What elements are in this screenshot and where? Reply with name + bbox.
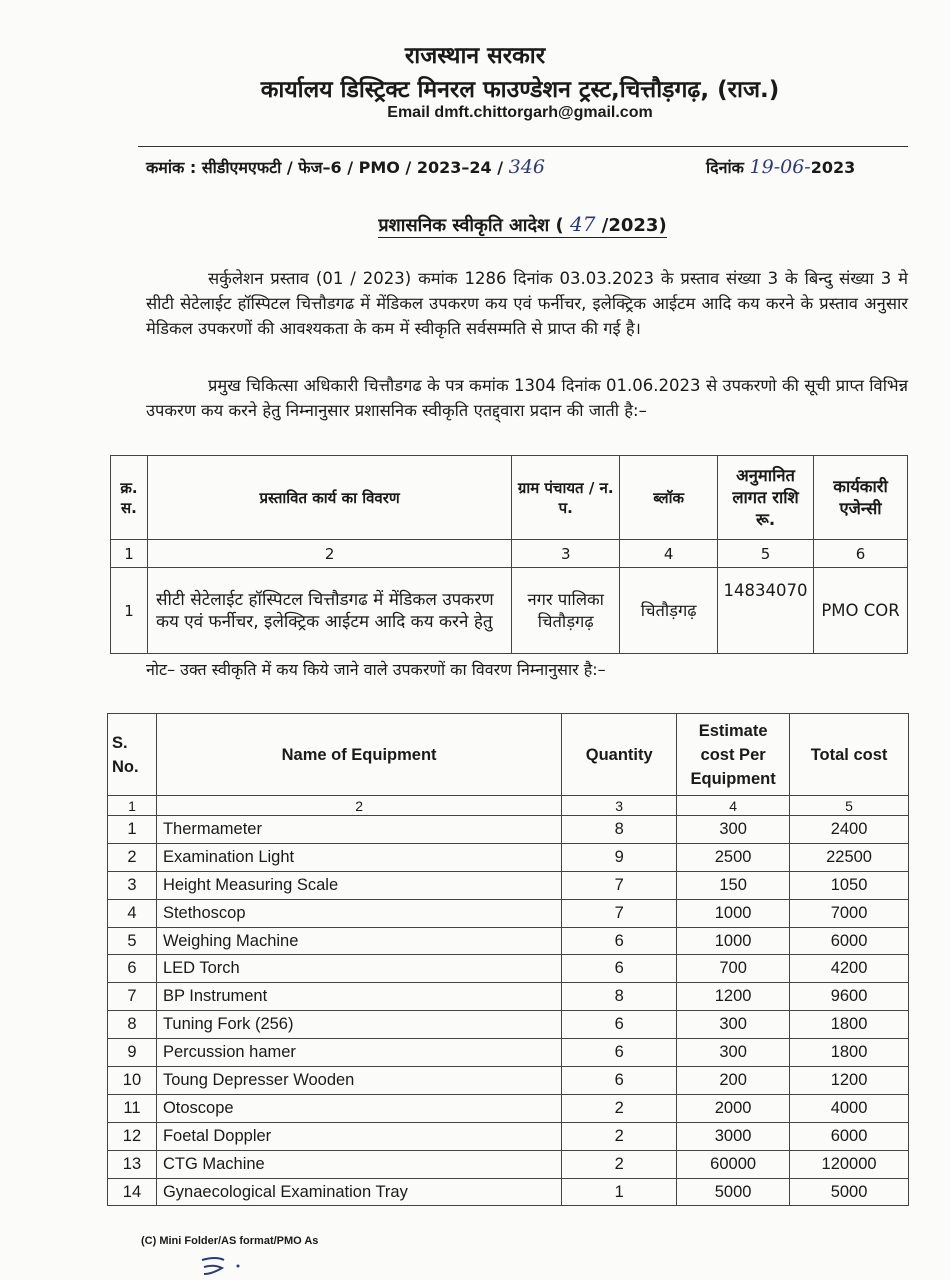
paragraph-circulation [146,266,908,341]
equipment-name: Toung Depresser Wooden [156,1067,561,1095]
work-cost: 14834070 [718,568,814,654]
equipment-sn: 7 [108,983,157,1011]
work-index-cell: 2 [147,540,511,568]
equipment-name: Weighing Machine [156,927,561,955]
equipment-name: Tuning Fork (256) [156,1011,561,1039]
equipment-unit-cost: 300 [677,816,790,844]
equipment-sn: 3 [108,871,157,899]
reference-date [706,156,855,178]
equipment-unit-cost: 2500 [677,843,790,871]
equipment-sn: 11 [108,1094,157,1122]
work-agency: PMO COR [814,568,908,654]
equipment-sn: 14 [108,1178,157,1206]
work-panchayat: नगर पालिका चितौड़गढ़ [512,568,620,654]
equipment-sn: 12 [108,1122,157,1150]
equipment-row [108,983,909,1011]
date-handwritten: 19-06- [749,156,811,178]
equipment-total-cost: 6000 [790,927,909,955]
reference-line [146,156,886,178]
date-year: 2023 [810,158,856,177]
equipment-row [108,871,909,899]
equipment-sn: 1 [108,816,157,844]
equipment-unit-cost: 1200 [677,983,790,1011]
equipment-total-cost: 22500 [790,843,909,871]
equipment-index-cell: 1 [108,796,157,816]
equipment-name: Foetal Doppler [156,1122,561,1150]
equipment-unit-cost: 5000 [677,1178,790,1206]
equipment-name: Thermameter [156,816,561,844]
equipment-unit-cost: 200 [677,1067,790,1095]
equipment-row [108,1039,909,1067]
order-title-suffix: /2023) [601,215,667,236]
equipment-total-cost: 4200 [790,955,909,983]
equipment-header-unit-cost: Estimate cost Per Equipment [677,714,790,796]
equipment-name: CTG Machine [156,1150,561,1178]
paragraph-circulation-text: सर्कुलेशन प्रस्ताव (01 / 2023) कमांक 1286 दिनांक 03.03.2023 के प्रस्ताव संख्या 3 के बिन्दु संख्या 3 मे सीटी सेटेलाईट हॉस्पिटल चित्तौडगढ में मेंडिकल उपकरण कय एवं फर्नीचर, इलेक्ट्रिक आईटम आदि कय करने के प्रस्ताव अनुसार मेडिकल उपकरणों की आवश्यकता के कम में स्वीकृति सर्वसम्मति से प्राप्त की गई है। [146,269,908,338]
order-title-prefix: प्रशासनिक स्वीकृति आदेश ( [378,215,564,236]
equipment-row [108,899,909,927]
equipment-quantity: 1 [562,1178,677,1206]
equipment-total-cost: 7000 [790,899,909,927]
reference-number-handwritten: 346 [508,156,545,178]
work-table-index-row [111,540,908,568]
equipment-quantity: 8 [562,816,677,844]
equipment-index-cell: 5 [790,796,909,816]
date-label: दिनांक [706,158,744,177]
office-email: Email dmft.chittorgarh@gmail.com [387,104,653,121]
work-index-cell: 5 [718,540,814,568]
equipment-total-cost: 1800 [790,1011,909,1039]
equipment-total-cost: 1050 [790,871,909,899]
work-index-cell: 1 [111,540,148,568]
equipment-row [108,1094,909,1122]
equipment-quantity: 6 [562,927,677,955]
equipment-row [108,1150,909,1178]
work-table [110,455,908,654]
equipment-unit-cost: 300 [677,1039,790,1067]
equipment-sn: 5 [108,927,157,955]
equipment-header-total: Total cost [790,714,909,796]
equipment-row [108,1011,909,1039]
equipment-sn: 9 [108,1039,157,1067]
work-header-sn: क्र. स. [111,456,148,540]
order-number-handwritten: 47 [570,212,596,236]
signature-scribble-icon [198,1254,258,1278]
work-index-cell: 6 [814,540,908,568]
equipment-unit-cost: 1000 [677,927,790,955]
equipment-index-row [108,796,909,816]
equipment-unit-cost: 2000 [677,1094,790,1122]
work-description: सीटी सेटेलाईट हॉस्पिटल चित्तौडगढ में मेंडिकल उपकरण कय एवं फर्नीचर, इलेक्ट्रिक आईटम आदि कय करने हेतु [147,568,511,654]
work-sn: 1 [111,568,148,654]
equipment-sn: 4 [108,899,157,927]
work-header-block: ब्लॉक [620,456,718,540]
equipment-quantity: 9 [562,843,677,871]
equipment-row [108,927,909,955]
equipment-quantity: 2 [562,1150,677,1178]
work-header-panchayat: ग्राम पंचायत / न. प. [512,456,620,540]
equipment-unit-cost: 3000 [677,1122,790,1150]
equipment-index-cell: 4 [677,796,790,816]
equipment-quantity: 6 [562,1011,677,1039]
equipment-quantity: 2 [562,1094,677,1122]
equipment-unit-cost: 1000 [677,899,790,927]
equipment-total-cost: 4000 [790,1094,909,1122]
equipment-sn: 6 [108,955,157,983]
equipment-sn: 2 [108,843,157,871]
equipment-total-cost: 6000 [790,1122,909,1150]
equipment-total-cost: 9600 [790,983,909,1011]
work-header-cost: अनुमानित लागत राशि रू. [718,456,814,540]
equipment-index-cell: 2 [156,796,561,816]
equipment-total-cost: 120000 [790,1150,909,1178]
work-index-cell: 4 [620,540,718,568]
equipment-name: Percussion hamer [156,1039,561,1067]
work-header-agency: कार्यकारी एजेन्सी [814,456,908,540]
equipment-header-quantity: Quantity [562,714,677,796]
equipment-table [107,713,909,1206]
equipment-unit-cost: 700 [677,955,790,983]
work-block: चितौड़गढ़ [620,568,718,654]
equipment-name: LED Torch [156,955,561,983]
equipment-quantity: 6 [562,1067,677,1095]
work-table-header [111,456,908,540]
equipment-row [108,1122,909,1150]
order-title [0,212,950,237]
work-header-description: प्रस्तावित कार्य का विवरण [147,456,511,540]
equipment-unit-cost: 300 [677,1011,790,1039]
equipment-sn: 13 [108,1150,157,1178]
equipment-table-header [108,714,909,796]
work-index-cell: 3 [512,540,620,568]
order-title-underlined [378,212,667,238]
equipment-index-cell: 3 [562,796,677,816]
paragraph-sanction [146,373,908,423]
footer-path: (C) Mini Folder/AS format/PMO As [141,1235,319,1247]
equipment-total-cost: 5000 [790,1178,909,1206]
equipment-unit-cost: 150 [677,871,790,899]
equipment-quantity: 6 [562,1039,677,1067]
equipment-name: Otoscope [156,1094,561,1122]
equipment-total-cost: 1200 [790,1067,909,1095]
equipment-quantity: 2 [562,1122,677,1150]
reference-number: कमांक : सीडीएमएफटी / फेज–6 / PMO / 2023–24 / [146,158,504,177]
equipment-sn: 8 [108,1011,157,1039]
equipment-quantity: 7 [562,899,677,927]
equipment-sn: 10 [108,1067,157,1095]
equipment-name: Examination Light [156,843,561,871]
header-divider [138,146,908,147]
equipment-row [108,1178,909,1206]
equipment-header-name: Name of Equipment [156,714,561,796]
equipment-quantity: 8 [562,983,677,1011]
equipment-quantity: 6 [562,955,677,983]
equipment-name: Gynaecological Examination Tray [156,1178,561,1206]
equipment-row [108,955,909,983]
equipment-row [108,1067,909,1095]
equipment-header-sn: S. No. [108,714,157,796]
office-title: कार्यालय डिस्ट्रिक्ट मिनरल फाउण्डेशन ट्रस्ट,चित्तौड़गढ़, (राज.) [260,77,780,103]
equipment-row [108,816,909,844]
equipment-note: नोट– उक्त स्वीकृति में कय किये जाने वाले उपकरणों का विवरण निम्नानुसार है:– [146,660,606,679]
equipment-quantity: 7 [562,871,677,899]
equipment-table-body [108,816,909,1206]
equipment-row [108,843,909,871]
equipment-name: Stethoscop [156,899,561,927]
equipment-total-cost: 1800 [790,1039,909,1067]
equipment-name: BP Instrument [156,983,561,1011]
equipment-unit-cost: 60000 [677,1150,790,1178]
equipment-total-cost: 2400 [790,816,909,844]
government-title: राजस्थान सरकार [404,43,546,69]
equipment-name: Height Measuring Scale [156,871,561,899]
work-table-row [111,568,908,654]
paragraph-sanction-text: प्रमुख चिकित्सा अधिकारी चित्तौडगढ के पत्र कमांक 1304 दिनांक 01.06.2023 से उपकरणो की सूची प्राप्त विभिन्न उपकरण कय करने हेतु निम्नानुसार प्रशासनिक स्वीकृति एतद्द्वारा प्रदान की जाती है:– [146,376,908,420]
